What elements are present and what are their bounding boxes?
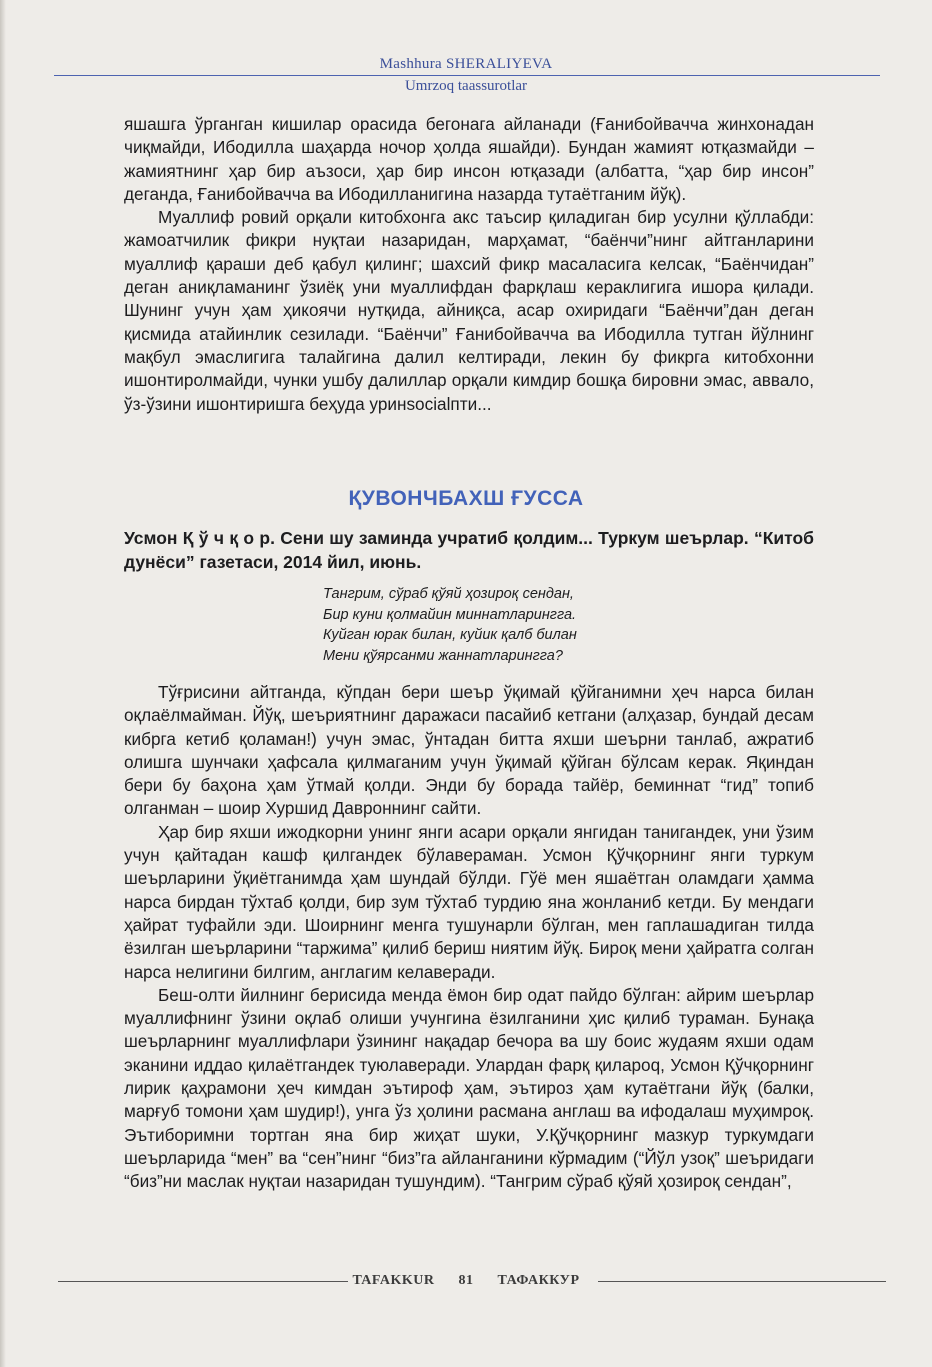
page-footer — [0, 1272, 932, 1290]
main-paragraph-3: Беш-олти йилнинг берисида менда ёмон бир одат пайдо бўлган: айрим шеърлар муаллифнинг ўзини оқлаб олиши учунгина ёзилганини ҳис қилиб тураман. Бунақа шеърларнинг муаллифлари ўзининг нақадар бечора ва шу боис жудаям яхши одам эканини иддао қилаётгандек туюлаверади. Улардан фарқ қиларoq, Усмон Қўчқорнинг лирик қаҳрамони ҳеч кимдан эътироф ҳам, эътироз ҳам кутаётгани йўқ (балки, марғуб томони ҳам шудир!), унга ўз ҳолини расмана англаш ва ифодалаш муҳимроқ. Эътиборимни тортган яна бир жиҳат шуки, У.Қўчқорнинг мазкур туркумдаги шеърларида “мен” ва “сен”нинг “биз”га айланганини кўрмадим (“Йўл узоқ” шеъридаги “биз”ни маслак нуқтаи назаридан тушундим). “Тангрим сўраб қўяй ҳозироқ сендан”, — [124, 984, 814, 1192]
source-citation: Усмон Қ ў ч қ о р. Сени шу заминда учратиб қолдим... Туркум шеърлар. “Китоб дунёси” газетаси, 2014 йил, июнь. — [124, 528, 814, 572]
page-number: 81 — [455, 1273, 478, 1288]
epigraph — [323, 584, 763, 666]
epigraph-line: Куйган юрак билан, куйик қалб билан — [323, 627, 577, 643]
section-title: ҚУВОНЧБАХШ ҒУССА — [348, 487, 584, 510]
main-paragraph-2: Ҳар бир яхши ижодкорни унинг янги асари орқали янгидан танигандек, уни ўзим учун қайтадан кашф қилгандек бўлавераман. Усмон Қўчқорнинг янги туркум шеърларини ўқиётганимда ҳам шундай бўлди. Гўё мен яшаётган оламдаги ҳамма нарса бирдан тўхтаб қолди, бир зум тўхтаб турдию яна жонланиб кетди. Бу мендаги ҳайрат туфайли эди. Шоирнинг менга тушунарли бўлган, мен гаплашадиган тилда ёзилган шеърларини “таржима” қилиб бериш ниятим йўқ. Бироқ мени ҳайратга солган нарса нелигини билгим, англагим келаверади. — [124, 821, 814, 982]
running-header — [0, 56, 932, 73]
footer-magazine-cyrillic: ТАФАККУР — [494, 1273, 584, 1288]
header-rule — [54, 75, 880, 76]
intro-paragraph-2: Муаллиф ровий орқали китобхонга акс таъсир қиладиган бир усулни қўллабди: жамоатчилик фикри нуқтаи назаридан, марҳамат, “баёнчи”нинг айтганларини муаллиф қараши деб қабул қилинг; шахсий фикр масаласига келсак, “Баёнчидан” деган аниқламанинг ўзиёқ уни муаллифдан фарқлаш кераклигига ишора қилади. Шунинг учун ҳам ҳикоячи нутқида, айниқса, асар охиридаги “Баёнчи”дан деган қисмида атайинлик сезилади. “Баёнчи” Ғанибойвачча ва Ибодилла тутган йўлнинг мақбул эмаслигига талайгина далил келтиради, лекин бу фикрга китобхонни ишонтиролмайди, чунки ушбу далиллар орқали кимдир бошқа бировни эмас, аввало, ўз-ўзини ишонтиришга беҳуда уринsocialпти... — [124, 207, 814, 414]
epigraph-line: Мени қўярсанми жаннатларингга? — [323, 647, 563, 664]
epigraph-line: Тангрим, сўраб қўяй ҳозироқ сендан, — [323, 586, 574, 602]
footer-magazine-latin: TAFAKKUR — [348, 1273, 438, 1288]
main-paragraph-1: Тўғрисини айтганда, кўпдан бери шеър ўқимай қўйганимни ҳеч нарса билан оқлаёлмайман. Йўқ, шеъриятнинг даражаси пасайиб кетгани (алҳазар, бундай десам кибрга кетиб қоламан!) учун эмас, ўнтадан битта яхши шеърни танлаб, ажратиб олишга шунчаки ҳафсала қилмаганим учун ўқимай қўйган бўлсам керак. Яқиндан бери бу баҳона ҳам ўтмай қолди. Энди бу борада тайёр, беминнат “гид” топиб олганман – шоир Хуршид Давроннинг сайти. — [124, 682, 814, 819]
page-edge-shadow — [0, 0, 6, 1367]
epigraph-line: Бир куни қолмайин миннатларингга. — [323, 606, 577, 623]
footer-label — [0, 1272, 932, 1290]
main-text — [124, 681, 814, 1194]
book-title: Umrzoq taassurotlar — [404, 78, 528, 94]
author-name: Mashhura SHERALIYEVA — [379, 56, 553, 72]
intro-paragraph-1: яшашга ўрганган кишилар орасида бегонага айланади (Ғанибойвачча жинхонадан чиқмайди, Ибодилла шаҳарда ночор ҳолда яшайди). Бундан жамият ютқазмайди – жамиятнинг ҳар бир аъзоси, ҳар бир инсон ютқазади (албатта, “ҳар бир инсон” деганда, Ғанибойвачча ва Ибодилланигина назарда тутаётганим йўқ). — [124, 114, 814, 204]
intro-text — [124, 113, 814, 416]
